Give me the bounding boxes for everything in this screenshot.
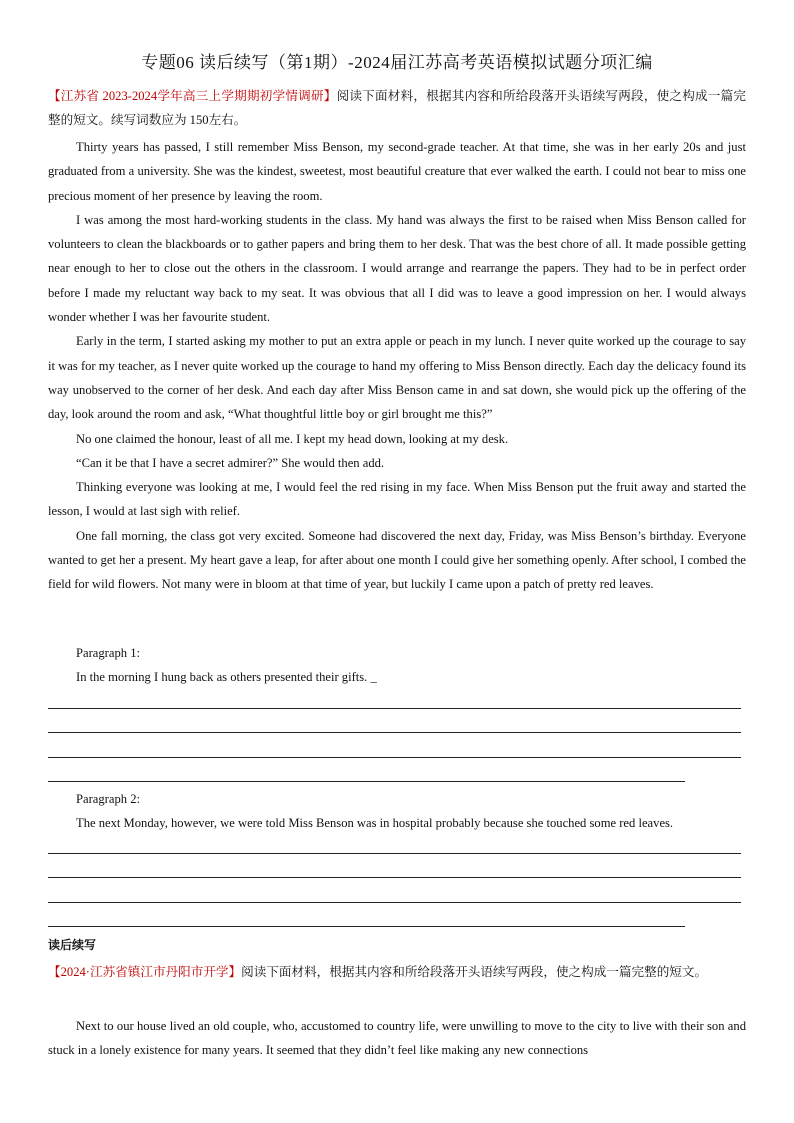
answer-line[interactable]	[48, 877, 741, 878]
section2-instruction: 阅读下面材料，根据其内容和所给段落开头语续写两段，使之构成一篇完整的短文。	[241, 965, 708, 979]
section2-passage	[48, 1014, 746, 1063]
passage-paragraph: Next to our house lived an old couple, who, accustomed to country life, were unwilling to move to the city to live with their son and stuck in a lonely existence for many years. It seemed that they didn’t feel like making any new connections	[48, 1019, 746, 1058]
passage-paragraph: Thirty years has passed, I still remember Miss Benson, my second-grade teacher. At that time, she was in her early 20s and just graduated from a university. She was the kindest, sweetest, most beautiful creature that ever walked the earth. I could not bear to miss one precious moment of her presence by leaving the room.	[48, 140, 746, 203]
paragraph1-label: Paragraph 1:	[76, 646, 140, 660]
answer-line[interactable]	[48, 853, 741, 854]
passage-paragraph: “Can it be that I have a secret admirer?” She would then add.	[76, 455, 385, 470]
section1-passage	[48, 135, 746, 597]
section2-source: 【2024·江苏省镇江市丹阳市开学】	[48, 965, 242, 979]
answer-line[interactable]	[48, 926, 685, 927]
section1-instruction: 阅读下面材料，根据其内容和所给段落开头语续写两段，使之构成一篇完整的短文。续写词数应为 150左右。	[48, 89, 747, 128]
answer-line[interactable]	[48, 781, 685, 782]
answer-line[interactable]	[48, 708, 741, 709]
section2-intro	[48, 960, 746, 984]
paragraph2-label: Paragraph 2:	[76, 792, 140, 806]
answer-line[interactable]	[48, 732, 741, 733]
section1-source: 【江苏省 2023-2024学年高三上学期期初学情调研】	[48, 89, 337, 103]
passage-paragraph: No one claimed the honour, least of all me. I kept my head down, looking at my desk.	[76, 431, 509, 446]
page-title: 专题06 读后续写（第1期）-2024届江苏高考英语模拟试题分项汇编	[141, 53, 653, 72]
paragraph1-start: In the morning I hung back as others presented their gifts. _	[76, 670, 377, 684]
answer-line[interactable]	[48, 757, 741, 758]
section2-heading: 读后续写	[48, 938, 97, 952]
passage-paragraph: One fall morning, the class got very excited. Someone had discovered the next day, Friday, was Miss Benson’s birthday. Everyone wanted to get her a present. My heart gave a leap, for after about one month I could give her something openly. After school, I combed the field for wild flowers. Not many were in bloom at that time of year, but luckily I came upon a patch of pretty red leaves.	[48, 528, 746, 592]
passage-paragraph: Early in the term, I started asking my mother to put an extra apple or peach in my lunch. I never quite worked up the courage to say it was for my teacher, as I never quite worked up the courage to hand my offering to Miss Benson directly. Each day the delicacy found its way unobserved to the corner of her desk. And each day after Miss Benson came in and sat down, she would pick up the offering of the day, look around the room and ask, “What thoughtful little boy or girl brought me this?”	[48, 334, 746, 422]
answer-line[interactable]	[48, 902, 741, 903]
paragraph2-start: The next Monday, however, we were told Miss Benson was in hospital probably because she touched some red leaves.	[76, 816, 674, 830]
passage-paragraph: I was among the most hard-working students in the class. My hand was always the first to be raised when Miss Benson called for volunteers to clean the blackboards or to gather papers and bring them to her desk. That was the best chore of all. It made possible getting near enough to her to close out the others in the classroom. I would arrange and rearrange the papers. They had to be in perfect order before I made my reluctant way back to my seat. It was obvious that all I did was to leave a good impression on her. I would always wonder whether I was her favourite student.	[48, 212, 746, 325]
section1-intro	[48, 84, 746, 133]
passage-paragraph: Thinking everyone was looking at me, I would feel the red rising in my face. When Miss Benson put the fruit away and started the lesson, I would at last sigh with relief.	[48, 480, 746, 519]
